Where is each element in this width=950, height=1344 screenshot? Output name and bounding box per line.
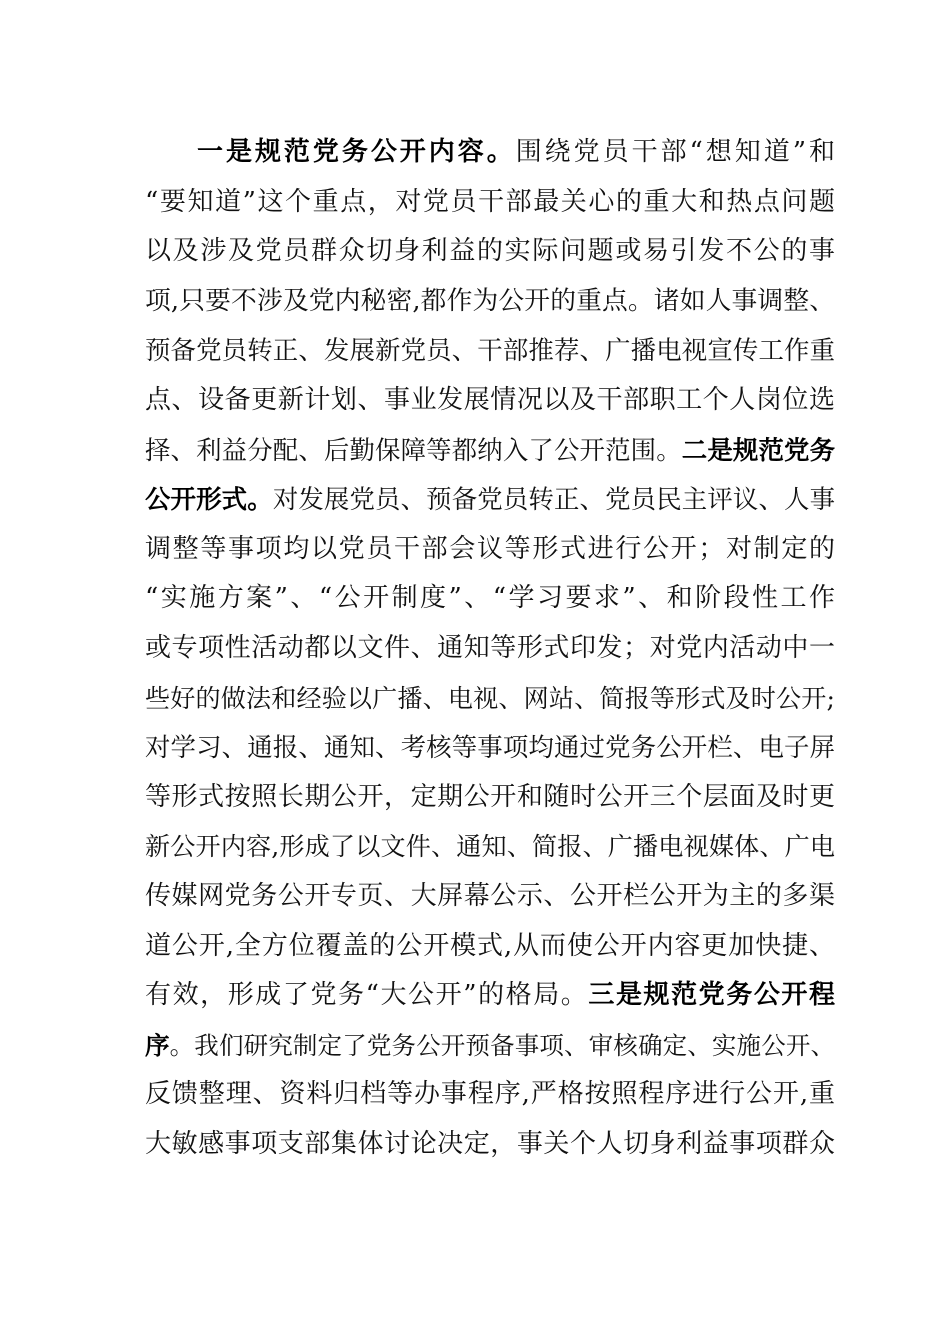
document-body [145, 128, 835, 1169]
text-line [145, 723, 835, 773]
text-run: 点、设备更新计划、事业发展情况以及干部职工个人岗位选 [145, 384, 835, 415]
text-run: 预备党员转正、发展新党员、干部推荐、广播电视宣传工作重 [145, 335, 835, 366]
text-line [145, 574, 835, 624]
text-line [145, 674, 835, 724]
bold-heading-run: 二是规范党务 [681, 434, 836, 465]
text-run: 以及涉及党员群众切身利益的实际问题或易引发不公的事 [145, 236, 835, 267]
text-run: 有效，形成了党务“大公开”的格局。 [145, 980, 589, 1011]
text-line [145, 872, 835, 922]
text-line [145, 376, 835, 426]
text-line [145, 326, 835, 376]
text-line [145, 426, 835, 476]
text-run: 对发展党员、预备党员转正、党员民主评议、人事 [272, 484, 836, 515]
bold-heading-run: 三是规范党务公开程 [588, 980, 835, 1011]
text-run: 道公开,全方位覆盖的公开模式,从而使公开内容更加快捷、 [145, 930, 835, 961]
text-run: “实施方案”、“公开制度”、“学习要求”、和阶段性工作 [145, 583, 835, 614]
text-run: “要知道”这个重点，对党员干部最关心的重大和热点问题 [145, 186, 835, 217]
bold-heading-run: 公开形式。 [145, 484, 273, 515]
text-line [145, 1021, 835, 1071]
text-run: 围绕党员干部“想知道”和 [515, 137, 835, 167]
text-run: 反馈整理、资料归档等办事程序,严格按照程序进行公开,重 [145, 1079, 835, 1110]
text-line [145, 475, 835, 525]
text-run: 新公开内容,形成了以文件、通知、简报、广播电视媒体、广电 [145, 832, 835, 862]
text-run: 传媒网党务公开专页、大屏幕公示、公开栏公开为主的多渠 [145, 880, 835, 911]
text-run: 项,只要不涉及党内秘密,都作为公开的重点。诸如人事调整、 [145, 285, 835, 316]
text-run: 。我们研究制定了党务公开预备事项、审核确定、实施公开、 [169, 1030, 836, 1060]
text-line [145, 227, 835, 277]
text-line [145, 525, 835, 575]
text-line [145, 971, 835, 1021]
text-run: 大敏感事项支部集体讨论决定，事关个人切身利益事项群众 [145, 1128, 835, 1159]
text-line [145, 624, 835, 674]
text-line [145, 128, 835, 178]
text-line [145, 1070, 835, 1120]
text-line [145, 922, 835, 972]
text-line [145, 773, 835, 823]
bold-heading-run: 序 [145, 1030, 170, 1060]
bold-heading-run: 一是规范党务公开内容。 [197, 137, 516, 167]
text-line [145, 822, 835, 872]
text-run: 些好的做法和经验以广播、电视、网站、简报等形式及时公开; [145, 683, 835, 713]
text-run: 对学习、通报、通知、考核等事项均通过党务公开栏、电子屏 [145, 732, 835, 763]
text-run: 调整等事项均以党员干部会议等形式进行公开；对制定的 [145, 533, 835, 564]
text-line [145, 277, 835, 327]
text-run: 等形式按照长期公开，定期公开和随时公开三个层面及时更 [145, 781, 835, 812]
text-run: 或专项性活动都以文件、通知等形式印发；对党内活动中一 [145, 632, 835, 663]
text-line [145, 178, 835, 228]
text-line [145, 1120, 835, 1170]
text-run: 择、利益分配、后勤保障等都纳入了公开范围。 [145, 434, 682, 465]
